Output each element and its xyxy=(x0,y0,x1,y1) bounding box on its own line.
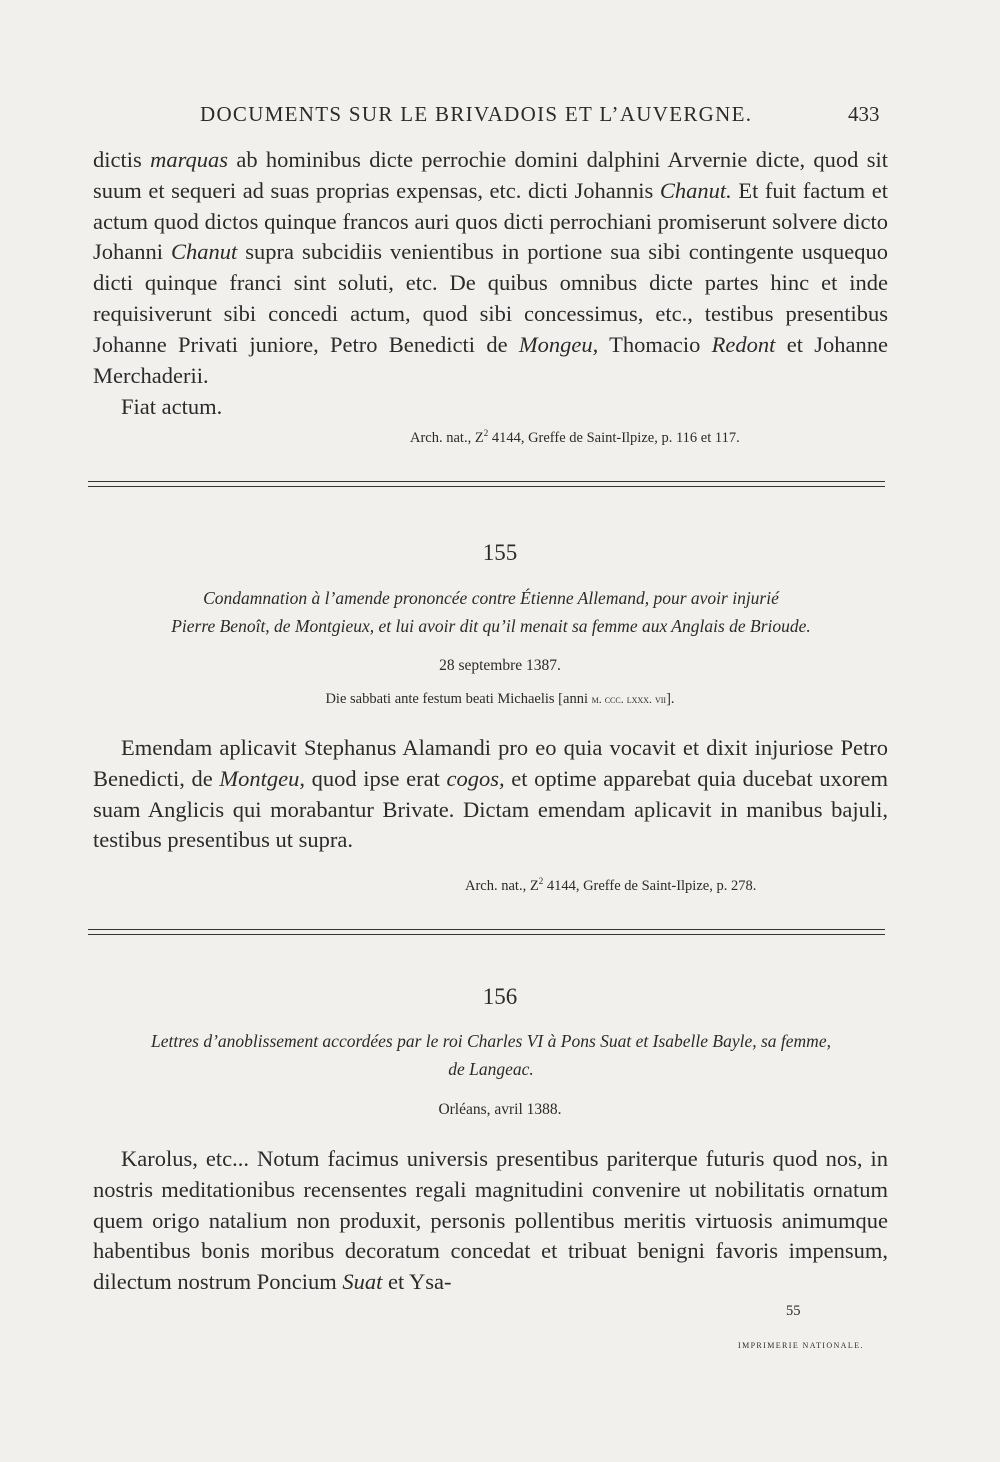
signature-mark: 55 xyxy=(786,1303,801,1319)
latin-dating-155: Die sabbati ante festum beati Michaelis [anni m. ccc. lxxx. vii]. xyxy=(325,691,675,707)
closing-formula: Fiat actum. xyxy=(121,394,223,419)
text-run: quod ipse erat xyxy=(304,765,447,791)
text-run: et Johanne Merchaderii. xyxy=(93,331,888,388)
printer-imprint: IMPRIMERIE NATIONALE. xyxy=(738,1341,864,1350)
section-divider xyxy=(88,929,885,935)
italic-name: Redont xyxy=(711,331,776,357)
italic-name: marquas xyxy=(150,147,229,172)
text-run: ab hominibus dicte perrochie domini dalphini Arvernie dicte, quod sit suum et sequeri ad suas proprias expensas, etc. dicti Johannis xyxy=(93,147,888,203)
italic-name: cogos, xyxy=(446,765,505,791)
text-run: supra subcidiis venientibus in portione sua sibi contingente usquequo dicti quinque franci sint soluti, etc. De quibus omnibus dicte partes hinc et inde requisiverunt sibi concedi actum, quod sibi concessimus, etc., testibus presentibus Johanne Privati juniore, Petro Benedicti de xyxy=(93,239,888,357)
text-run: et Ysa- xyxy=(382,1269,452,1295)
document-summary-155: Condamnation à l’amende prononcée contre Étienne Allemand, pour avoir injurié Pierre Benoît, de Montgieux, et lui avoir dit qu’il menait sa femme aux Anglais de Brioude. xyxy=(171,588,811,636)
italic-name: Montgeu, xyxy=(219,765,305,791)
document-date-156: Orléans, avril 1388. xyxy=(438,1101,562,1118)
document-text-155 xyxy=(93,733,888,856)
text-run: dictis xyxy=(93,147,151,172)
italic-name: Chanut. xyxy=(659,177,732,203)
document-text-156 xyxy=(93,1144,888,1298)
source-citation-155: Arch. nat., $Z^2$ 4144, Greffe de Saint-Ilpize, p. 278. xyxy=(465,876,757,894)
document-summary-156: Lettres d’anoblissement accordées par le roi Charles VI à Pons Suat et Isabelle Bayle, sa femme, de Langeac. xyxy=(151,1031,831,1079)
document-date-155: 28 septembre 1387. xyxy=(439,657,561,674)
italic-name: Mongeu, xyxy=(518,331,599,357)
text-run: et optime apparebat quia ducebat uxorem suam Anglicis qui morabantur Brivate. Dictam emendam aplicavit in manibus bajuli, testibus presentibus ut supra. xyxy=(93,765,888,853)
document-number-156: 156 xyxy=(482,984,518,1009)
italic-name: Chanut xyxy=(171,239,238,265)
text-run: Karolus, etc... Notum facimus universis presentibus pariterque futuris quod nos, in nostris meditationibus recensentes regali magnitudini convenire ut nobilitatis ornatum quem origo natalium non produxit, personis pollentibus meritis virtuosis animumque habentibus bonis moribus decoratum concedat et tribuat benigni favoris impensum, dilectum nostrum Poncium xyxy=(93,1146,888,1295)
italic-name: Suat xyxy=(342,1269,383,1295)
running-head xyxy=(0,102,1000,132)
document-number-155: 155 xyxy=(482,540,518,565)
section-divider xyxy=(88,481,885,487)
source-citation-154: Arch. nat., $Z^2$ 4144, Greffe de Saint-Ilpize, p. 116 et 117. xyxy=(410,428,740,446)
continuation-paragraph xyxy=(93,145,888,391)
text-run: Emendam aplicavit Stephanus Alamandi pro eo quia vocavit et dixit injuriose Petro Benedicti, de xyxy=(93,735,888,791)
text-run: Et fuit factum et actum quod dictos quinque francos auri quos dicti perrochiani promiserunt solvere dicto Johanni xyxy=(93,177,888,265)
running-head-title: DOCUMENTS SUR LE BRIVADOIS ET L’AUVERGNE. xyxy=(200,102,753,126)
page-number: 433 xyxy=(848,102,880,126)
text-run: Thomacio xyxy=(598,331,712,357)
